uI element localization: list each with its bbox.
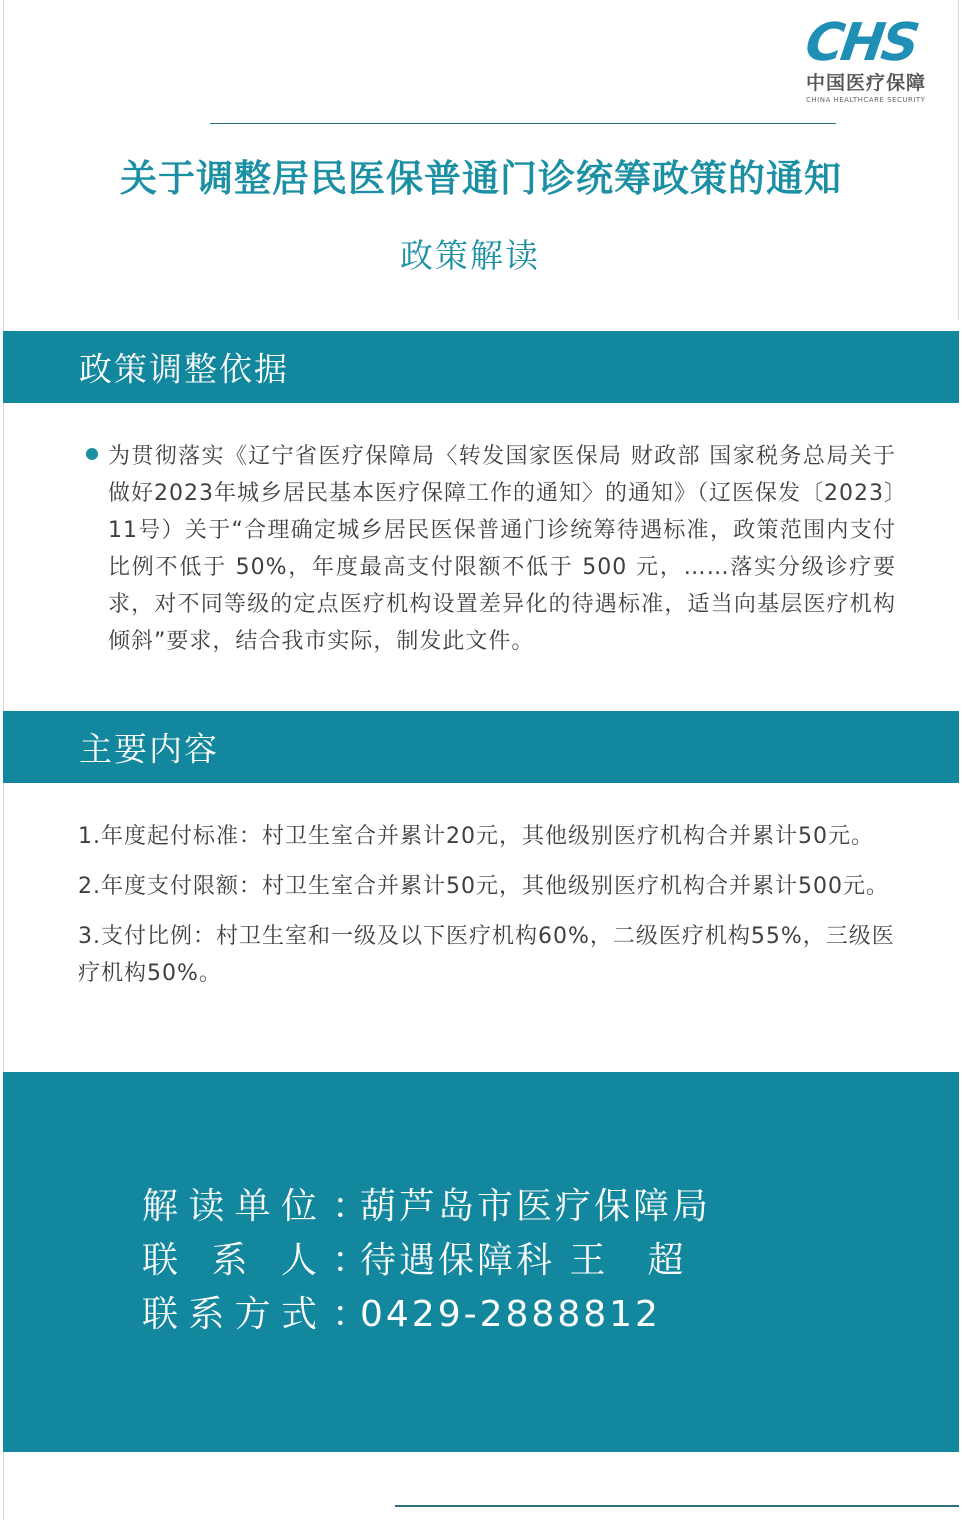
page-title: 关于调整居民医保普通门诊统筹政策的通知 xyxy=(120,157,842,200)
contact-row-unit xyxy=(142,1180,711,1234)
contact-label: 联 系 方 式 xyxy=(142,1294,320,1335)
contact-label: 联 系 人 xyxy=(142,1240,320,1281)
bottom-divider xyxy=(395,1505,959,1507)
page-subtitle: 政策解读 xyxy=(400,236,540,275)
top-divider xyxy=(210,123,836,124)
logo-mark: CHS xyxy=(801,13,921,73)
contact-label: 解 读 单 位 xyxy=(142,1186,320,1227)
chs-logo xyxy=(801,13,942,104)
contact-row-phone xyxy=(142,1288,711,1342)
list-item: 1.年度起付标准：村卫生室合并累计20元，其他级别医疗机构合并累计50元。 xyxy=(78,824,874,849)
contact-value: 0429-2888812 xyxy=(360,1294,661,1335)
list-item: 3.支付比例：村卫生室和一级及以下医疗机构60%，二级医疗机构55%，三级医疗机构50%。 xyxy=(78,924,895,986)
contact-row-person xyxy=(142,1234,711,1288)
list-item: 2.年度支付限额：村卫生室合并累计50元，其他级别医疗机构合并累计500元。 xyxy=(78,874,889,899)
section-header-content xyxy=(3,711,959,783)
contact-info xyxy=(142,1180,711,1342)
contact-value: 葫芦岛市医疗保障局 xyxy=(360,1186,712,1227)
bullet-dot-icon xyxy=(86,448,98,460)
basis-paragraph xyxy=(86,438,896,660)
logo-en-name: CHINA HEALTHCARE SECURITY xyxy=(806,96,926,104)
section-heading: 政策调整依据 xyxy=(79,349,289,389)
basis-text: 为贯彻落实《辽宁省医疗保障局〈转发国家医保局 财政部 国家税务总局关于做好2023年城乡居民基本医疗保障工作的通知〉的通知》（辽医保发〔2023〕11号）关于“合理确定城乡居民医保普通门诊统筹待遇标准，政策范围内支付比例不低于 50%，年度最高支付限额不低于 500 元，……落实分级诊疗要求，对不同等级的定点医疗机构设置差异化的待遇标准，适当向基层医疗机构倾斜”要求，结合我市实际，制发此文件。 xyxy=(108,444,896,654)
section-header-basis xyxy=(3,331,959,403)
contact-separator: ： xyxy=(332,1294,372,1335)
contact-value: 待遇保障科 王 超 xyxy=(360,1240,687,1281)
section-heading: 主要内容 xyxy=(79,729,219,769)
logo-cn-name: 中国医疗保障 xyxy=(806,72,927,94)
contact-separator: ： xyxy=(332,1186,372,1227)
content-list xyxy=(78,818,900,1005)
contact-separator: ： xyxy=(332,1240,372,1281)
